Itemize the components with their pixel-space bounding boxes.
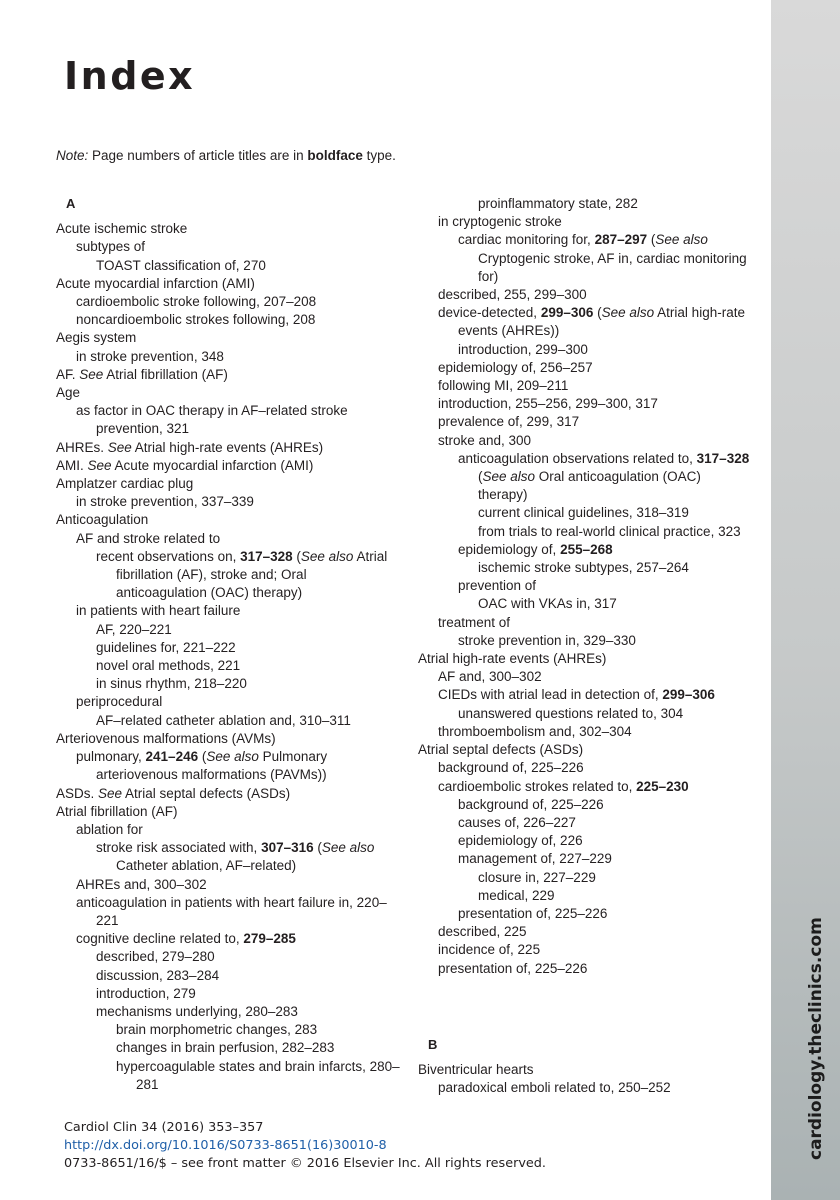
index-subentry bbox=[96, 675, 401, 693]
index-subentry bbox=[438, 614, 753, 632]
article-pages: 287–297 bbox=[594, 232, 648, 248]
index-subentry bbox=[458, 632, 753, 650]
entry-text: Atrial fibrillation (AF) bbox=[103, 366, 228, 382]
entry-text: AF and, 300–302 bbox=[438, 669, 542, 685]
index-subentry bbox=[438, 941, 753, 959]
entry-text: Anticoagulation bbox=[56, 512, 149, 528]
index-subentry bbox=[76, 894, 401, 930]
index-subentry bbox=[478, 523, 753, 541]
entry-text: subtypes of bbox=[76, 239, 146, 255]
index-subentry bbox=[478, 504, 753, 522]
index-subentry bbox=[116, 1039, 401, 1057]
entry-text: ( bbox=[292, 548, 301, 564]
index-subentry bbox=[438, 304, 753, 340]
cross-reference-label: See also bbox=[482, 469, 536, 485]
index-main-entry bbox=[56, 785, 401, 803]
index-subentry bbox=[116, 1021, 401, 1039]
entry-text: stroke risk associated with, bbox=[96, 840, 262, 856]
cross-reference-label: See bbox=[98, 785, 123, 801]
page-footer bbox=[64, 1119, 546, 1173]
note-label: Note: bbox=[56, 148, 89, 163]
index-subentry bbox=[76, 748, 401, 784]
entry-text: background of, 225–226 bbox=[458, 796, 604, 812]
entry-text: Atrial high-rate events (AHREs) bbox=[418, 651, 607, 667]
index-main-entry bbox=[56, 475, 401, 493]
article-pages: 241–246 bbox=[145, 749, 199, 765]
entry-text: Catheter ablation, AF–related) bbox=[116, 858, 297, 874]
entry-text: in patients with heart failure bbox=[76, 603, 241, 619]
entry-text: prevention of bbox=[458, 578, 537, 594]
index-subentry bbox=[478, 195, 753, 213]
entry-text: CIEDs with atrial lead in detection of, bbox=[438, 687, 663, 703]
index-subentry bbox=[438, 413, 753, 431]
index-subentry bbox=[438, 286, 753, 304]
index-subentry bbox=[438, 377, 753, 395]
index-subentry bbox=[478, 869, 753, 887]
page-title: Index bbox=[64, 54, 196, 98]
cross-reference-label: See also bbox=[601, 305, 655, 321]
index-subentry bbox=[438, 395, 753, 413]
entry-text: discussion, 283–284 bbox=[96, 967, 220, 983]
entry-text: AHREs and, 300–302 bbox=[76, 876, 207, 892]
cross-reference-label: See also bbox=[321, 840, 375, 856]
entry-text: thromboembolism and, 302–304 bbox=[438, 723, 632, 739]
cross-reference-label: See bbox=[107, 439, 132, 455]
section-letter-heading: A bbox=[66, 196, 76, 211]
entry-text: cognitive decline related to, bbox=[76, 931, 244, 947]
entry-text: hypercoagulable states and brain infarcts, 280–281 bbox=[116, 1058, 400, 1092]
index-subentry bbox=[438, 1079, 753, 1097]
entry-text: stroke and, 300 bbox=[438, 432, 532, 448]
index-main-entry bbox=[418, 741, 753, 759]
index-subentry bbox=[96, 1003, 401, 1021]
index-subentry bbox=[96, 257, 401, 275]
entry-text: in stroke prevention, 337–339 bbox=[76, 494, 254, 510]
article-pages: 225–230 bbox=[636, 778, 689, 794]
entry-text: Amplatzer cardiac plug bbox=[56, 476, 194, 492]
index-main-entry bbox=[56, 275, 401, 293]
entry-text: novel oral methods, 221 bbox=[96, 658, 241, 674]
entry-text: epidemiology of, 226 bbox=[458, 833, 583, 849]
index-subentry bbox=[96, 967, 401, 985]
article-pages: 317–328 bbox=[696, 450, 750, 466]
index-subentry bbox=[438, 759, 753, 777]
index-subentry bbox=[76, 402, 401, 438]
entry-text: background of, 225–226 bbox=[438, 760, 584, 776]
index-subentry bbox=[458, 905, 753, 923]
index-subentry bbox=[458, 796, 753, 814]
entry-text: ablation for bbox=[76, 821, 143, 837]
index-subentry bbox=[478, 887, 753, 905]
entry-text: ( bbox=[313, 840, 322, 856]
index-subentry bbox=[478, 595, 753, 613]
entry-text: AHREs. bbox=[56, 439, 108, 455]
cross-reference-label: See bbox=[79, 366, 104, 382]
index-subentry bbox=[76, 530, 401, 548]
entry-text: management of, 227–229 bbox=[458, 851, 612, 867]
index-column-left bbox=[56, 195, 401, 1094]
entry-text: anticoagulation in patients with heart failure in, 220–221 bbox=[76, 894, 387, 928]
entry-text: anticoagulation observations related to, bbox=[458, 450, 697, 466]
entry-text: Acute myocardial infarction (AMI) bbox=[111, 457, 314, 473]
entry-text: ( bbox=[198, 749, 207, 765]
index-main-entry bbox=[56, 220, 401, 238]
entry-text: from trials to real-world clinical practice, 323 bbox=[478, 523, 741, 539]
index-main-entry bbox=[418, 650, 753, 668]
index-subentry bbox=[76, 821, 401, 839]
index-subentry bbox=[458, 705, 753, 723]
entry-text: stroke prevention in, 329–330 bbox=[458, 632, 636, 648]
entry-text: AF, 220–221 bbox=[96, 621, 172, 637]
note-bold-word: boldface bbox=[307, 148, 363, 163]
index-subentry bbox=[438, 960, 753, 978]
cross-reference-label: See also bbox=[206, 749, 259, 765]
entry-text: described, 279–280 bbox=[96, 949, 215, 965]
entry-text: Age bbox=[56, 385, 81, 401]
cross-reference-label: See also bbox=[655, 232, 708, 248]
entry-text: changes in brain perfusion, 282–283 bbox=[116, 1040, 335, 1056]
index-subentry bbox=[458, 577, 753, 595]
entry-text: medical, 229 bbox=[478, 887, 555, 903]
index-subentry bbox=[96, 548, 401, 603]
article-pages: 279–285 bbox=[243, 931, 296, 947]
index-main-entry bbox=[418, 1061, 753, 1079]
entry-text: Biventricular hearts bbox=[418, 1061, 534, 1077]
entry-text: causes of, 226–227 bbox=[458, 814, 576, 830]
entry-text: Atrial septal defects (ASDs) bbox=[418, 742, 584, 758]
article-pages: 299–306 bbox=[540, 305, 594, 321]
entry-text: Atrial fibrillation (AF), stroke and; Oral anticoagulation (OAC) therapy) bbox=[116, 548, 388, 601]
entry-text: in sinus rhythm, 218–220 bbox=[96, 676, 247, 692]
entry-text: unanswered questions related to, 304 bbox=[458, 705, 684, 721]
entry-text: Aegis system bbox=[56, 330, 137, 346]
index-main-entry bbox=[56, 803, 401, 821]
entry-text: device-detected, bbox=[438, 305, 541, 321]
entry-text: Atrial septal defects (ASDs) bbox=[122, 785, 291, 801]
entry-text: Acute ischemic stroke bbox=[56, 221, 188, 237]
index-note bbox=[56, 148, 396, 163]
index-subentry bbox=[438, 213, 753, 231]
entry-text: presentation of, 225–226 bbox=[458, 905, 608, 921]
entry-text: Atrial high-rate events (AHREs)) bbox=[458, 305, 745, 339]
entry-text: AF. bbox=[56, 366, 80, 382]
article-pages: 255–268 bbox=[560, 541, 613, 557]
index-subentry bbox=[76, 876, 401, 894]
index-subentry bbox=[76, 930, 401, 948]
entry-text: cardiac monitoring for, bbox=[458, 232, 595, 248]
entry-text: current clinical guidelines, 318–319 bbox=[478, 505, 689, 521]
index-subentry bbox=[438, 359, 753, 377]
entry-text: epidemiology of, 256–257 bbox=[438, 359, 593, 375]
index-subentry bbox=[76, 311, 401, 329]
copyright-notice: 0733-8651/16/$ – see front matter © 2016 Elsevier Inc. All rights reserved. bbox=[64, 1156, 546, 1171]
index-subentry bbox=[438, 432, 753, 450]
entry-text: ( bbox=[593, 305, 602, 321]
entry-text: guidelines for, 221–222 bbox=[96, 639, 236, 655]
article-pages: 307–316 bbox=[261, 840, 314, 856]
entry-text: Oral anticoagulation (OAC) therapy) bbox=[478, 469, 701, 503]
entry-text: Cryptogenic stroke, AF in, cardiac monitoring for) bbox=[478, 250, 747, 284]
entry-text: noncardioembolic strokes following, 208 bbox=[76, 312, 316, 328]
index-subentry bbox=[96, 621, 401, 639]
index-subentry bbox=[458, 814, 753, 832]
index-subentry bbox=[76, 238, 401, 256]
entry-text: introduction, 255–256, 299–300, 317 bbox=[438, 396, 658, 412]
entry-text: described, 225 bbox=[438, 924, 527, 940]
index-main-entry bbox=[56, 439, 401, 457]
index-subentry bbox=[438, 686, 753, 704]
index-subentry bbox=[116, 1058, 401, 1094]
cross-reference-label: See also bbox=[300, 548, 354, 564]
index-subentry bbox=[438, 723, 753, 741]
entry-text: closure in, 227–229 bbox=[478, 869, 596, 885]
entry-text: periprocedural bbox=[76, 694, 163, 710]
index-main-entry bbox=[56, 366, 401, 384]
index-main-entry bbox=[56, 730, 401, 748]
index-subentry bbox=[438, 778, 753, 796]
entry-text: TOAST classification of, 270 bbox=[96, 257, 266, 273]
index-subentry bbox=[76, 493, 401, 511]
entry-text: Atrial fibrillation (AF) bbox=[56, 803, 178, 819]
index-subentry bbox=[76, 293, 401, 311]
entry-text: in cryptogenic stroke bbox=[438, 214, 562, 230]
entry-text: as factor in OAC therapy in AF–related stroke prevention, 321 bbox=[76, 403, 348, 437]
journal-citation: Cardiol Clin 34 (2016) 353–357 bbox=[64, 1120, 264, 1135]
note-text-before: Page numbers of article titles are in bbox=[88, 148, 308, 163]
entry-text: ischemic stroke subtypes, 257–264 bbox=[478, 560, 689, 576]
entry-text: epidemiology of, bbox=[458, 541, 561, 557]
journal-website[interactable]: cardiology.theclinics.com bbox=[806, 917, 826, 1160]
article-pages: 299–306 bbox=[662, 687, 715, 703]
entry-text: proinflammatory state, 282 bbox=[478, 196, 638, 211]
entry-text: introduction, 299–300 bbox=[458, 341, 588, 357]
entry-text: cardioembolic strokes related to, bbox=[438, 778, 637, 794]
entry-text: brain morphometric changes, 283 bbox=[116, 1022, 318, 1038]
doi-link[interactable]: http://dx.doi.org/10.1016/S0733-8651(16)30010-8 bbox=[64, 1138, 387, 1153]
index-subentry bbox=[96, 712, 401, 730]
index-main-entry bbox=[56, 384, 401, 402]
index-subentry bbox=[96, 839, 401, 875]
entry-text: paradoxical emboli related to, 250–252 bbox=[438, 1080, 671, 1096]
index-subentry bbox=[76, 348, 401, 366]
index-subentry bbox=[96, 657, 401, 675]
entry-text: incidence of, 225 bbox=[438, 942, 541, 958]
index-subentry bbox=[458, 231, 753, 286]
index-subentry bbox=[76, 602, 401, 620]
index-subentry bbox=[458, 450, 753, 505]
entry-text: cardioembolic stroke following, 207–208 bbox=[76, 294, 317, 310]
entry-text: AF and stroke related to bbox=[76, 530, 221, 546]
entry-text: ( bbox=[478, 469, 483, 485]
index-main-entry bbox=[56, 457, 401, 475]
entry-text: in stroke prevention, 348 bbox=[76, 348, 224, 364]
index-subentry bbox=[438, 923, 753, 941]
entry-text: mechanisms underlying, 280–283 bbox=[96, 1003, 298, 1019]
index-main-entry bbox=[56, 511, 401, 529]
entry-text: ( bbox=[647, 232, 656, 248]
entry-text: Acute myocardial infarction (AMI) bbox=[56, 275, 255, 291]
entry-text: ASDs. bbox=[56, 785, 99, 801]
entry-text: following MI, 209–211 bbox=[438, 378, 569, 394]
entry-text: introduction, 279 bbox=[96, 985, 196, 1001]
index-subentry bbox=[478, 559, 753, 577]
entry-text: prevalence of, 299, 317 bbox=[438, 414, 580, 430]
index-subentry bbox=[96, 948, 401, 966]
index-subentry bbox=[76, 693, 401, 711]
entry-text: AMI. bbox=[56, 457, 88, 473]
index-subentry bbox=[438, 668, 753, 686]
index-main-entry bbox=[56, 329, 401, 347]
index-column-right bbox=[418, 195, 753, 1097]
index-subentry bbox=[458, 850, 753, 868]
index-subentry bbox=[458, 541, 753, 559]
entry-text: recent observations on, bbox=[96, 548, 241, 564]
index-subentry bbox=[96, 985, 401, 1003]
entry-text: presentation of, 225–226 bbox=[438, 960, 588, 976]
entry-text: pulmonary, bbox=[76, 749, 146, 765]
entry-text: described, 255, 299–300 bbox=[438, 287, 587, 303]
cross-reference-label: See bbox=[87, 457, 112, 473]
index-subentry bbox=[458, 832, 753, 850]
index-subentry bbox=[458, 341, 753, 359]
article-pages: 317–328 bbox=[240, 548, 293, 564]
entry-text: Pulmonary arteriovenous malformations (PAVMs)) bbox=[96, 749, 328, 783]
entry-text: Arteriovenous malformations (AVMs) bbox=[56, 730, 276, 746]
entry-text: AF–related catheter ablation and, 310–311 bbox=[96, 712, 351, 728]
entry-text: OAC with VKAs in, 317 bbox=[478, 596, 617, 612]
entry-text: treatment of bbox=[438, 614, 511, 630]
index-subentry bbox=[96, 639, 401, 657]
section-letter-heading: B bbox=[428, 1036, 438, 1052]
entry-text: Atrial high-rate events (AHREs) bbox=[131, 439, 324, 455]
note-text-after: type. bbox=[362, 148, 396, 163]
